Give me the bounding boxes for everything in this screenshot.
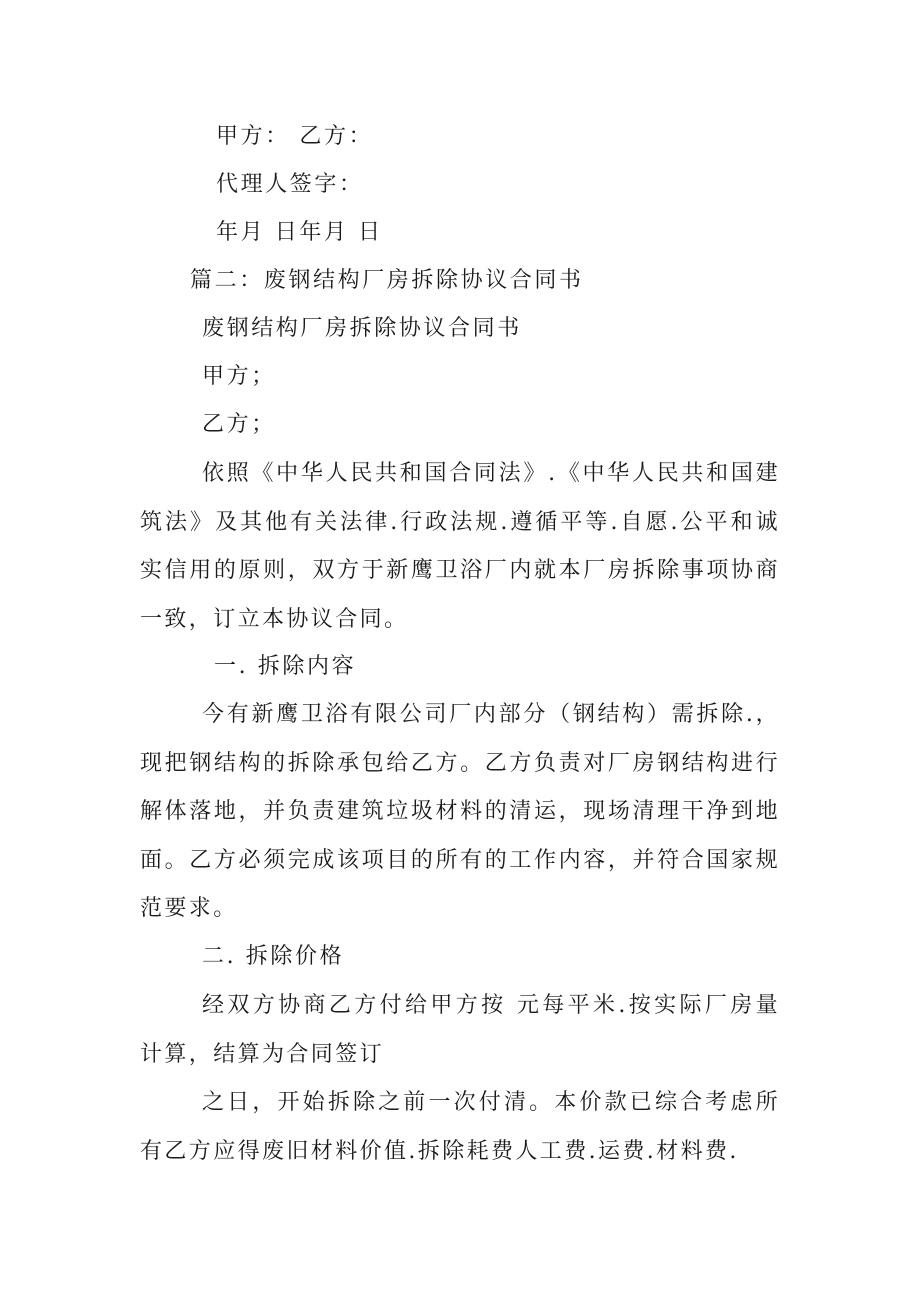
signature-agent-line: 代理人签字： xyxy=(216,172,364,197)
party-a-label: 甲方； xyxy=(202,364,276,389)
section-heading: 篇二：废钢结构厂房拆除协议合同书 xyxy=(190,268,584,293)
contract-title: 废钢结构厂房拆除协议合同书 xyxy=(202,316,522,341)
clause-2-body-part-a: 经双方协商乙方付给甲方按 元每平米.按实际厂房量计算，结算为合同签订 xyxy=(140,993,780,1067)
clause-2-title: 二. 拆除价格 xyxy=(202,944,345,969)
signature-date-line: 年月 日年月 日 xyxy=(216,220,383,245)
signature-parties-line: 甲方： 乙方： xyxy=(216,124,374,149)
clause-1-body: 今有新鹰卫浴有限公司厂内部分（钢结构）需拆除.，现把钢结构的拆除承包给乙方。乙方负责对厂房钢结构进行解体落地，并负责建筑垃圾材料的清运，现场清理干净到地面。乙方必须完成该项目的所有的工作内容，并符合国家规范要求。 xyxy=(140,702,780,921)
clause-2-body-part-b: 之日，开始拆除之前一次付清。本价款已综合考虑所有乙方应得废旧材料价值.拆除耗费人工费.运费.材料费. xyxy=(140,1090,780,1164)
clause-1-title: 一. 拆除内容 xyxy=(214,654,357,679)
preamble-paragraph: 依照《中华人民共和国合同法》.《中华人民共和国建筑法》及其他有关法律.行政法规.遵循平等.自愿.公平和诚实信用的原则，双方于新鹰卫浴厂内就本厂房拆除事项协商一致，订立本协议合同。 xyxy=(140,461,780,632)
party-b-label: 乙方； xyxy=(202,412,276,437)
